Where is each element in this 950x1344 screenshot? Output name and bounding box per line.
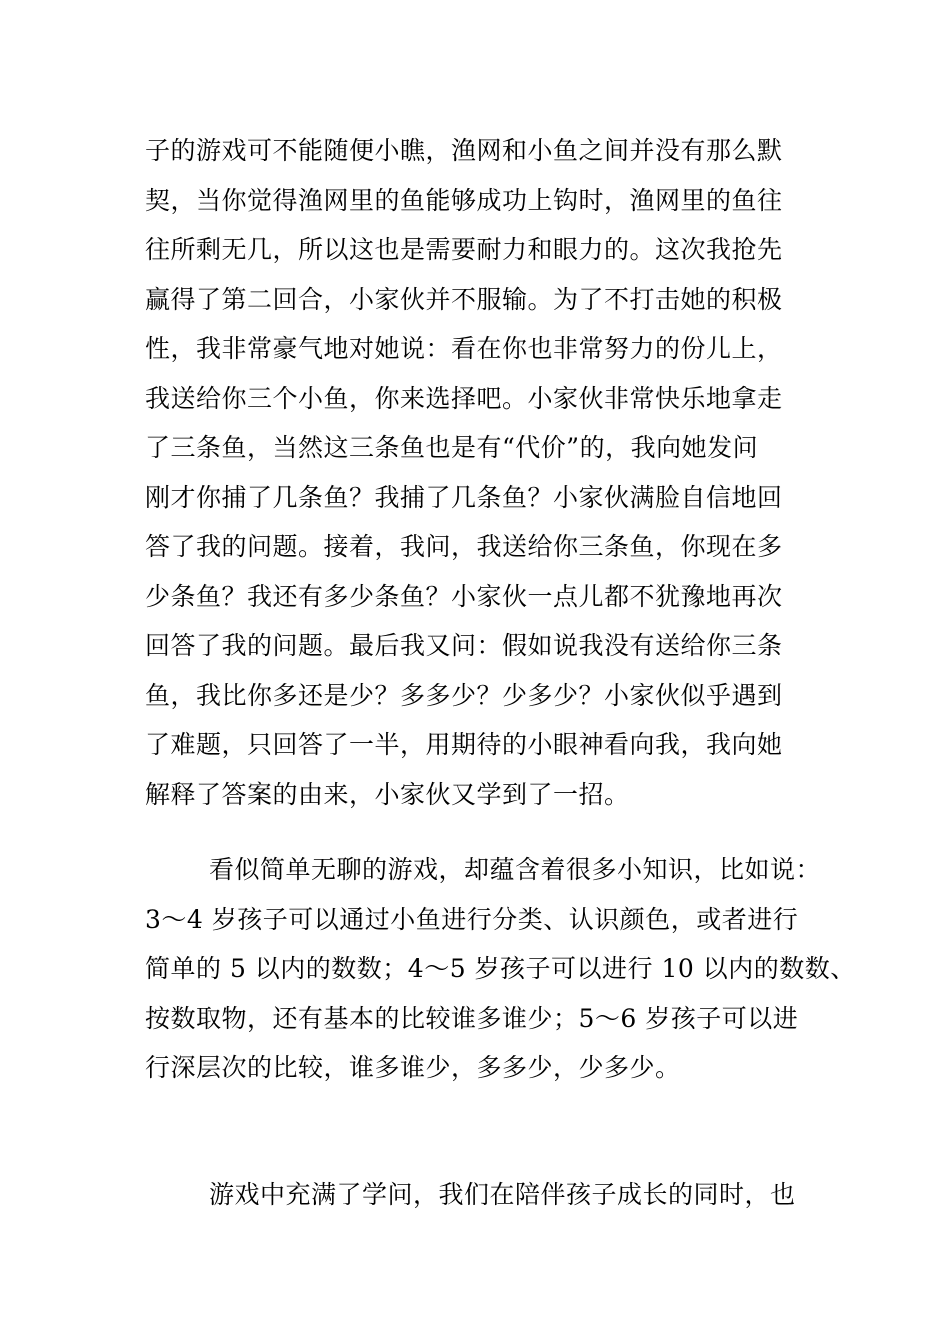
paragraph-knowledge: [145, 845, 856, 1093]
text-line: 了难题，只回答了一半，用期待的小眼神看向我，我向她: [145, 730, 783, 759]
text-line: 按数取物，还有基本的比较谁多谁少；5～6 岁孩子可以进: [145, 1003, 799, 1033]
text-line: 子的游戏可不能随便小瞧，渔网和小鱼之间并没有那么默: [145, 136, 783, 165]
text-line: 解释了答案的由来，小家伙又学到了一招。: [145, 779, 630, 809]
paragraph-continuation: [145, 126, 835, 819]
text-line: 游戏中充满了学问，我们在陪伴孩子成长的同时，也: [209, 1180, 796, 1209]
text-line: 3～4 岁孩子可以通过小鱼进行分类、认识颜色，或者进行: [145, 904, 799, 934]
text-line: 行深层次的比较，谁多谁少，多多少，少多少。: [145, 1053, 681, 1082]
text-line: 往所剩无几，所以这也是需要耐力和眼力的。这次我抢先: [145, 235, 783, 264]
paragraph-conclusion: [145, 1170, 835, 1220]
text-line: 回答了我的问题。最后我又问：假如说我没有送给你三条: [145, 631, 783, 660]
text-line: 了三条鱼，当然这三条鱼也是有“代价”的，我向她发问: [145, 433, 759, 462]
text-line: 刚才你捕了几条鱼？我捕了几条鱼？小家伙满脸自信地回: [145, 482, 783, 512]
text-line: 赢得了第二回合，小家伙并不服输。为了不打击她的积极: [145, 284, 783, 314]
text-line: 看似简单无聊的游戏，却蕴含着很多小知识，比如说：: [209, 855, 822, 884]
text-line: 契，当你觉得渔网里的鱼能够成功上钩时，渔网里的鱼往: [145, 185, 783, 215]
text-line: 我送给你三个小鱼，你来选择吧。小家伙非常快乐地拿走: [145, 383, 783, 413]
text-line: 鱼，我比你多还是少？多多少？少多少？小家伙似乎遇到: [145, 680, 783, 710]
text-line: 简单的 5 以内的数数；4～5 岁孩子可以进行 10 以内的数数、: [145, 954, 856, 983]
text-line: 少条鱼？我还有多少条鱼？小家伙一点儿都不犹豫地再次: [145, 581, 783, 611]
text-line: 性，我非常豪气地对她说：看在你也非常努力的份儿上，: [145, 334, 783, 363]
text-line: 答了我的问题。接着，我问，我送给你三条鱼，你现在多: [145, 532, 783, 561]
